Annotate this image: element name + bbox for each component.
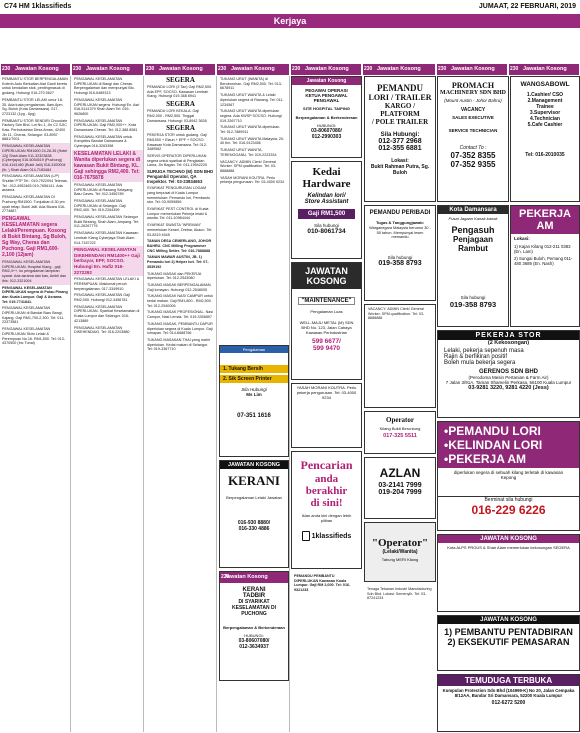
ad-phone: 599 6677/ (312, 338, 341, 345)
ad-phone: 07-351 1616 (237, 413, 271, 419)
ad-title: JAWATAN KOSONG (438, 535, 579, 543)
ad-teknik (364, 585, 436, 732)
ad-line: •PEKERJA AM (444, 452, 526, 466)
listing: PENGAWAL KESELAMATAN DIPERLUKAN. Gaji RM2,000++. Kota Damansara Cheras. Tel: 012-388 8581 (74, 118, 138, 133)
ad-sub: "MAINTENANCE" (298, 297, 355, 305)
ad-big: Pengasuh (451, 225, 495, 235)
listing: PENGAWAL KESELAMATAN DI Puchong RM1500. Tunjukkan 8.30 pm upah tetap: Bukit Jalil. Ada Bicara 016-2774887. (2, 195, 66, 214)
listing: PENGAWAL KESELAMATAN DIPERLUKAN di Rawang Selayang Batu Caves. Tel: 012-3456789 (74, 182, 133, 197)
col-header: 230 Jawatan Kosong (291, 64, 361, 75)
col-header: 230 Jawatan Kosong (437, 64, 507, 75)
ad-phone: 016-229 6226 (471, 503, 546, 517)
ad-operator2 (364, 522, 436, 582)
listing: PENGAWAL KESELAMATAN DIKEHENDAKI. Tel: 016-2203880 (74, 325, 130, 335)
ad-line: Kedai (312, 166, 341, 178)
ad-address: 7 Jalan 3/91A, Taman Shamelin Perkasa, 56100 Kuala Lumpur (445, 380, 572, 385)
ad-text: Kota ALPS PROUS & Shah Alam memerlukan kekosongan SEGERA (447, 545, 570, 550)
ad-place: (Mount Austin - Johor Bahru) (444, 98, 502, 103)
ad-phone: 599 9470 (312, 345, 341, 352)
ad-title: Jawatan Kosong (292, 77, 361, 85)
ad-name: Tabung MERI Kilang (381, 557, 419, 562)
ad-phone: 012-6272 5200 (491, 700, 526, 706)
ad-text: Warganegara Malaysia berumur 30 - 55 tahun. Mempunyai lesen memandu (369, 226, 431, 240)
col-header: 230 Jawatan Kosong (145, 64, 215, 75)
listing: PENGAWAL KESELAMATAN DIPERLUKAN Skim Lelaki & Perempuan No.16. RM1,500. Tel: 013-4370500 (Inc Tunai) (2, 327, 66, 346)
gaji-value: RM1,500 (320, 211, 346, 217)
listing: PENGAWAL KESELAMATAN LELAKI & PEREMPUAN. Maklumat penuh berpengalaman. 017-3349910 (74, 277, 140, 291)
ad-line: PEKERJA (519, 208, 571, 220)
ad-line: 2) EKSEKUTIF PEMASARAN (447, 637, 570, 647)
ad-sub: Tugas & Tanggungjawab: (375, 220, 425, 225)
page-date: JUMAAT, 22 FEBRUARI, 2019 (478, 3, 576, 10)
ad-title: PEKERJA STOR (438, 331, 579, 340)
ad-role: SERVICE TECHNICIAN (448, 128, 498, 133)
listing: PENGAWAL KESELAMATAN DIPERLUKAN. Syarikat Keselamatan di Kuala Lumpur dan Selangor. 016-4213889 (74, 304, 140, 323)
ad-line: 2. Sik Screen Printer (220, 375, 288, 383)
listing: VACANCY: ADMIN Clerk/ General Worker. SPM qualification. Tel: 03-8888888 (220, 159, 277, 173)
listing: TUKANG MASAKAN THAI yang mahir diperlukan. Kedai makan di Selangor. Tel: 019-3367710 (147, 337, 211, 352)
ad-role: 2.Management (527, 98, 563, 104)
ad-lokasi: Lokasi: (391, 158, 409, 164)
ad-pemandu-big (437, 421, 580, 497)
logo-text: 1klassifieds (311, 532, 352, 540)
ad-title: PROMACH (451, 81, 495, 90)
ad-bullet: Boleh mula bekerja segera (444, 360, 516, 366)
ad-title: 230 Jawatan Kosong (220, 572, 288, 583)
ad-hubungi: HUBUNGI: (316, 123, 337, 128)
listing: TUKANG URUT WANITA & Lelaki diperlukan segera di Rawang. Tel: 011-1234567 (220, 93, 284, 107)
ad-kota (437, 205, 509, 327)
column-3 (145, 76, 217, 732)
ad-line: / POLE TRAILER (371, 118, 429, 126)
ad-line: Kelindan lori/ (307, 193, 346, 199)
ad-phone: 012-377 2968 (378, 138, 422, 145)
listing: SYARIKAT SWASTA "WREMAN" memerlukan Kerani, Drebar, Akaun. Tel: 03-8319 4545 (147, 223, 213, 237)
column-1 (0, 76, 71, 732)
listing-highlight: PENGAWAL KESELAMATAN segera Lelaki/Perempuan. Kosong di Bukit Bintang, Sg Buloh, Sg Way, Cheras dan Puchong. Gaji RM1,600-2,100 (12jam) (0, 215, 70, 259)
col-header: 230 Jawatan Kosong (217, 64, 289, 75)
column-2 (72, 76, 144, 732)
ad-title: JAWATAN KOSONG (438, 616, 579, 624)
ad-sub: Iklan anda kini dengan lebih pilihan (301, 513, 352, 523)
ad-line: berakhir (305, 485, 348, 497)
ad-line: PEMANDU (377, 83, 423, 93)
ad-loc: 1) Kajan Kilang 012-211 0383 (En. Lam) (514, 244, 571, 254)
ad-phone: 012-355 6881 (378, 145, 422, 152)
ad-sub: diperlukan segera di sebuah kilang terletak di kawasan Kepong (453, 470, 564, 480)
ad-bullet: Rajin & berfikiran positif (444, 354, 508, 360)
ad-line: Hardware (302, 178, 351, 190)
listing: TUKANG MASAK PROFESIONAL. Nasi Campur, Nasi Lemak. Tel: 019-3356897 (147, 310, 213, 320)
listing: TAMAN MAWAR AUSTIN, JB. 1) Pemandu lori 2) Helper lori. Tel: 07-3539192 (147, 255, 209, 269)
ad-line: LORI / TRAILER (368, 93, 432, 102)
ad-phone: 019-358 8793 (378, 259, 422, 267)
ad-kedai (291, 161, 362, 259)
ad-phone: 07-352 8355 (450, 151, 496, 160)
ad-line: AM (536, 220, 554, 232)
listing: PENGAWAL KESELAMATAN DIPERLUKAN RM1600 24-28-35 (Hotel 12j) Shah Alam 011-32323838 (Cyberjaya) 016-6054519 (Puchong) 016-4161460 (Bukit Jalil) 016-3100004 (Ib, ) Shah Alam 014-7183484 (0, 143, 70, 173)
section-banner: Kerjaya (0, 14, 580, 28)
ad-pengawal (291, 76, 362, 158)
listing-highlight: KESELAMATAN LELAKI & Wanita diperlukan segera di kawasan Bukit Bintang, KL. Gaji sehingga RM2,400. Tel: 016-7675878 (72, 150, 143, 182)
ad-title: WANGSABOWL (520, 81, 570, 88)
ad-phone: 03-9281 3220, 9281 4220 (Jess) (468, 385, 549, 391)
ad-kerani (219, 460, 289, 568)
listing: TUKANG MASAK, PEMBANTU DAPUR diperlukan segera di Kuala Lumpur. Gaji lumayan. Tel: 014-6688766 (147, 321, 213, 336)
ad-hub: Berpengalaman & Berkenderaan (223, 625, 285, 630)
listing: PENGAWAL KESELAMATAN DIPERLUKAN, Hospital Klang - gaji RM2,4++, ko pengalaman lampiran syarat. Ada asrama dan bas, Ambil dan Ibis. 012-3321004 (0, 259, 70, 285)
ad-line: Store Assistant (304, 199, 349, 205)
listing: YASAH MORANI KOUTRA. Perlu pekerja pengurusan. Tel: 03-4000 9234 (220, 175, 285, 185)
ad-sub: (Lelaki/Wanita) (382, 549, 418, 555)
listing: SURUGA TECHNO (M) SDN BHD Pengambil Operator, QA Inspektor. Tel: 03-23834653 (147, 169, 214, 184)
ad-pemandu-big-contact (437, 497, 580, 531)
phone-icon (302, 531, 310, 541)
listing: TUKANG MASAK BERPENGALAMAN. Gaji lumayan. Hubungi 012-2548005 (147, 282, 212, 292)
ad-maintenance (291, 262, 362, 380)
ad-wangsabowl (510, 76, 580, 202)
listing: PENGAWAL KESELAMATAN (L/P) Shuttle/ PTP Tel : 019-7922094 Telenas, Tel : 012-4952465 019-7656141. Ada asrama. (2, 174, 68, 193)
col-header: 230 Jawatan Kosong (509, 64, 579, 75)
ad-temuduga (437, 674, 580, 732)
listing: PENGAWAL KESELAMATAN DIPERLUKAN di Selangor. Gaji RM2,400. Tel: 019-2264399 (74, 198, 126, 213)
ad-line: DI SYARIKAT (238, 599, 270, 605)
ad-operator (364, 411, 436, 454)
ad-title: PEMANDU PERIBADI (369, 210, 431, 216)
ad-phone: 016-930 8880/ (237, 520, 271, 526)
listing: VACANCY: ADMIN Clerk/ General Worker. SPM qualification. Tel: 03-8888888 (368, 307, 425, 321)
ad-sub: Berpengalaman Lelaki Jawatan (226, 495, 282, 500)
listing: TUKANG URUT WANITA diperlukan. Tel: 012-7889911 (220, 125, 281, 135)
listing: PENGAWAL KESELAMATAN Selangor Bukit Bintang, Shah Alam, Ampang. Tel: 011-26267776 (74, 215, 139, 229)
listing: TUKANG URUT (WANITA) di Beroborohan. Gaji RM2,500. Tel: 013-6678911 (220, 77, 283, 91)
ad-pekerja-am (510, 205, 580, 327)
ad-title: JAWATAN KOSONG (220, 461, 288, 469)
listing: TUKANG MASAK NASI CAMPUR untuk kedai makan. Gaji RM1,800 - RM2,500. Tel: 012-2540006 (147, 294, 213, 308)
ad-hub: Sila Hubungi (241, 387, 267, 392)
listing: Tenaga Tekanan Industri Manufacturing Sdn Bhd. Lokasi: Semenyih. Tel: 03-87241234 (367, 587, 432, 601)
ad-title: Kota Damansara (438, 206, 508, 214)
ad-gaji (298, 209, 355, 219)
listing: PEMANDU LORI KEKALA. Gaji RM2,000 - RM2,500. Tinggal Damansara. Hubungi: 03-8942 3638 (147, 109, 207, 123)
ad-phone: 012-3634937 (239, 644, 269, 650)
col-header: 230 Jawatan Kosong (72, 64, 143, 75)
ad-line: •PEMANDU LORI (444, 424, 541, 438)
listing: PENGAWAL KESELAMATAN DIPERLUKAN di Bandar Baru Bangi, Kajang. Gaji RM1,700-2,300. Tel: 011-23373581 (2, 306, 65, 325)
ad-line: TADBIR (242, 593, 266, 599)
ad-pentadbir (437, 615, 580, 671)
ad-role: 1.Cashier/ CSO (526, 92, 564, 98)
ad-hubungi: HUBUNGI: (244, 633, 264, 638)
ad-title: AZLAN (379, 466, 421, 480)
ad-sub: Kilang Bukit Beruntung (379, 426, 421, 431)
ad-big: Penjagaan Rambut (452, 235, 493, 253)
ad-phone: 019-358 8793 (449, 300, 497, 309)
listing-highlight: PENGAWAL KESELAMATAN DIKEHENDAKI RM1400++ Gaji berbayar, EPF, SOCSO. Hubungi En. Hafiz 016-2272292 (72, 246, 143, 276)
segera-title: SEGERA (166, 100, 195, 109)
ad-title: JAWATAN KOSONG (292, 263, 361, 289)
ad-title: TEMUDUGA TERBUKA (438, 675, 579, 686)
ad-address: WELL-MAJU METAL (M) SDN BHD No. 123, Jalan Cahaya Kawasan Perindustrian (299, 320, 354, 335)
ad-role: SALES EXECUTIVE (452, 115, 494, 120)
ad-azlan (364, 457, 436, 519)
page-header (0, 0, 580, 14)
listing: PENGAWAL KESELAMATAN DIPERLUKAN segera. Hubungi En. Asri 016-5141379 Shah Alam Tel: 019-9626800 (74, 97, 140, 116)
ad-company: GERENOS SDN BHD (478, 369, 538, 375)
listing: TUKANG MASAK dan PEKERJA diperlukan. Tel: 012-2543080 (147, 271, 202, 281)
ad-sub: MACHINERY SDN BHD (440, 90, 506, 96)
ad-note: Pengalaman Luas (310, 309, 343, 314)
segera-title: SEGERA (166, 124, 195, 133)
listing: SYARIKAT PENGURUSAN LOGAM yang berpusat di Kuala Lumpur memerlukan: Pemandu lori, Pembantu stor. Tel: 03-9059856 (147, 186, 210, 205)
ad-title: Operator (386, 416, 414, 424)
ad-role: 5.Cafe Cashier (527, 122, 563, 128)
page-number: C74 HM 1klassifieds (4, 3, 72, 10)
ad-line: PEGAWAI OPERASI (305, 88, 348, 93)
ad-phone: 016-330 4886 (238, 526, 270, 532)
ad-phone: 019-204 7999 (378, 489, 422, 496)
ad-big: KERANI (227, 473, 280, 488)
ad-line: •KELINDAN LORI (444, 438, 543, 452)
ad-kelompok (219, 345, 289, 457)
ad-pencarian (291, 451, 362, 569)
gaji-label: Gaji (307, 211, 320, 217)
listing: SERVIS OPERATOR DIPERLUKAN segera untuk syarikat di Pengkalan Lama, Jln Bagan. Tel: 011-19942225 (147, 154, 207, 168)
ad-lokasi: Lokasi: (514, 236, 530, 241)
ad-line: KESELAMATAN DI (232, 605, 276, 611)
ad-bullet: Lelaki, pekerja sepenuh masa (444, 348, 524, 354)
listing: PEMBANTU STOR SENDIRI Chocolate Factory Sdn Bhd. Lot No 1, Jln C2 SJIC Kaw. Perindustrian Desa Aman, 42400 Jln 11, Cheras, Selangor. 03-8957 8881/7001. (2, 118, 68, 142)
ad-kerani-tadbir (219, 571, 289, 681)
ad-place: Bukit Rahman Putra, Sg. Buloh (370, 164, 430, 176)
listing: PEMANDU LORI (3 Tan) Gaji RM2,500. Ada EPF, SOCSO. Kawasan Lembah Klang. Hubungi 019-368 8941 (147, 85, 213, 99)
listing: PEMBANTU STOR LELAKI umur 18-35. Ada tuala pengalaman. 8am-6pm. Sg. Buloh (Kota Damansara). 017-2723132 (1pg - 6pg) (2, 97, 64, 116)
ad-phone: 03-2141 7999 (378, 482, 422, 489)
ad-hub: Sila hubungi (314, 223, 339, 228)
ad-phone: 010-8061734 (307, 228, 346, 235)
ad-line: 1) PEMBANTU PENTADBIRAN (444, 627, 573, 637)
ad-jk-small (437, 534, 580, 612)
ad-line: KERANI (242, 587, 266, 593)
ad-pemandu-lori (364, 76, 436, 202)
ad-hub: Sila hubungi (460, 295, 486, 300)
ad-line: PENGAWAL (313, 98, 340, 103)
ad-phone: 03-80607080/ (311, 128, 342, 134)
ad-hub: Sila hubungi (387, 254, 413, 260)
col-header: 230 Jawatan Kosong (363, 64, 435, 75)
ad-unknown-1 (291, 383, 362, 448)
ad-title: Pengalaman (220, 346, 288, 353)
listing: PENGAWAL KESELAMATAN untuk Kompleks Bandar Damansara & Cyberjaya 016-3263398 (74, 134, 133, 149)
listing: TUKANG URUT WANITA Malaysia, 20-40 thn. Tel: 016-9123456 (220, 136, 285, 146)
ad-title: "Operator" (371, 537, 429, 549)
ad-contact: Ms Lim (246, 392, 262, 397)
listing: PENGAWAL KESELAMATAN Kawasan Lembah Klang Cyberjaya Shah Alam. 014-7187222 (74, 231, 139, 245)
listing: PEMBANTU STOR BERPENGALAMAN Koferin Auto Berkaitan Alat Ganti kereta untuk kendalian stok, pentingmasuk di gudang. Hubungi 016-270 5627 (2, 77, 68, 96)
ad-pekerja-stor (437, 330, 580, 418)
ad-line: KARGO / PLATFORM (380, 102, 420, 118)
ad-phone: 012-2990303 (311, 134, 342, 140)
listing: PENGAWAL KESELAMATAN DIPERLUKAN segera di Pulau Pinang dan Kuala Lumpur. Gaji & Asrama. Tel: 019-7741841. (2, 285, 68, 304)
ad-sub: (2 Kekosongan) (487, 340, 530, 346)
ad-line: PUCHONG (241, 611, 267, 617)
ad-hub: Berminat sila hubungi (484, 497, 533, 503)
ad-line: Pencarian (300, 458, 353, 472)
ad-company-sub: (Perodoma Mesin Pertanian & Farm Air) (468, 375, 549, 380)
listing: TUKANG URUT WANITA diperlukan segera. Ada KWSP SOCSO. Hubungi 019-3367710 (220, 109, 282, 123)
listing: TUKANG URUT WANITA, TERENGGANU. Tel: 019-2223334 (220, 148, 277, 157)
ad-contact: Contact To : (459, 145, 487, 151)
ad-line: 1. Tukang Bersih (220, 365, 288, 373)
ad-role: 4.Technician (530, 116, 560, 122)
col-header: 230 Jawatan Kosong (1, 64, 70, 75)
ad-text: YASAH MORANI KOUTRA. Perlu pekerja pengurusan. Tel: 03-4000 9234 (296, 385, 357, 400)
ad-sub: Pusat Jagaan Kanak-kanak (448, 216, 498, 221)
ad-role: Trainee (536, 104, 554, 110)
listing: PENGAWAL KESELAMATAN Gaji RM2,000. Hubungi 012-3456781 (74, 293, 130, 303)
ad-unknown-2 (364, 304, 436, 408)
ad-promach (437, 76, 509, 202)
ad-line: KETUA PENGAWAL (305, 93, 348, 98)
listing: TAMAN DESA CEMERLANG, JOHOR BAHRU. CNC Milling Programmer CNC Milling Setter. Tel: 016-7888888 (147, 239, 212, 253)
ad-line: anda (314, 473, 339, 485)
listing: PEKERJA STOR untuk gudang. Gaji RM1500 + Elaun + EPF + SOCSO. Kawasan Kota Damansara. Tel: 012-3489562 (147, 133, 207, 152)
ad-hub: Berpengalaman & Berkenderaan (295, 115, 358, 120)
listing: PEMANDU PEMBANTU DIPERLUKAN Kawasan Kuala Lumpur. Gaji RM 2,000. Tel: 016-9321233 (294, 574, 351, 593)
ad-phone: 03-80607080/ (238, 638, 270, 644)
ad-phone: 017-325 5511 (383, 433, 417, 439)
ad-text: Kumpulan Protection Sdn Bhd (104999-K) No 20, Jalan Cempaka 8/12AA, Bandar Sri Damansara, 52200 Kuala Lumpur (442, 688, 575, 698)
ad-pemandu-pembantu (291, 572, 362, 732)
ad-loc: 2) Sungai Buloh, Pemang 011-480 3689 (En. Nash) (514, 256, 573, 266)
ad-line: di sini! (310, 497, 343, 509)
listing: SYARIKAT PEST CONTROL di Kuala Lumpur memerlukan Pekerja lelaki & wanita. Tel: 011-10984444 (147, 207, 209, 221)
ad-phone: 07-352 9355 (450, 160, 496, 169)
ad-line: SITE HOSPITAL TAIPING (303, 106, 350, 111)
ad-phone: Tel: 016-2010035 (525, 152, 565, 158)
ad-hub: Sila Hubungi: (380, 132, 420, 138)
ad-role: 3.Supervisor (529, 110, 561, 116)
listing: PENGAWAL KESELAMATAN DIPERLUKAN di Bangi dan Cheras. Berpengalaman dan mempunyai Bio. Hubungi 016-6489313 (74, 77, 135, 96)
ad-vac: VACANCY (460, 107, 486, 113)
segera-title: SEGERA (166, 76, 195, 84)
ad-logo (292, 531, 361, 541)
ad-pemandu-peribadi (364, 205, 436, 301)
